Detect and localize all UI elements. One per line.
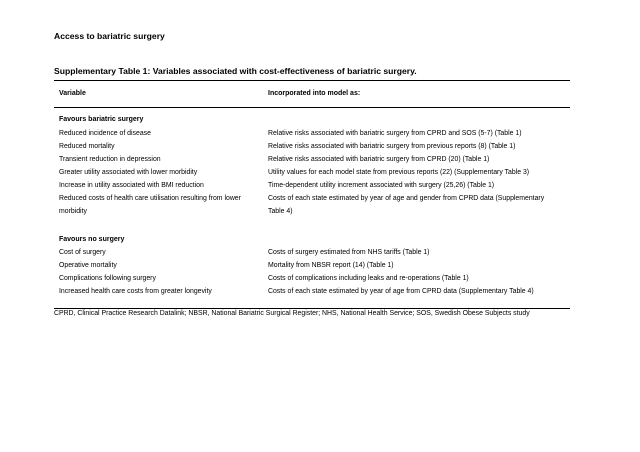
table-row-variable: Cost of surgery: [59, 249, 106, 256]
table-title: Supplementary Table 1: Variables associated with cost-effectiveness of bariatric surgery.: [54, 66, 417, 76]
table-row-incorporated: Costs of complications including leaks and re-operations (Table 1): [268, 275, 469, 282]
table-row-incorporated: Relative risks associated with bariatric surgery from CPRD (20) (Table 1): [268, 156, 490, 163]
table-row-variable: Reduced mortality: [59, 143, 115, 150]
table-row-incorporated: Mortality from NBSR report (14) (Table 1): [268, 262, 394, 269]
header-bottom-rule: [54, 107, 570, 108]
table-row-variable: Reduced incidence of disease: [59, 130, 151, 137]
table-row-variable: Increased health care costs from greater longevity: [59, 288, 212, 295]
table-row-variable: Operative mortality: [59, 262, 117, 269]
table-footnote: CPRD, Clinical Practice Research Datalink; NBSR, National Bariatric Surgical Register; NHS, National Health Service; SOS, Swedish Obese Subjects study: [54, 310, 530, 317]
table-row-variable: Complications following surgery: [59, 275, 156, 282]
table-row-incorporated: Utility values for each model state from previous reports (22) (Supplementary Table 3): [268, 169, 530, 176]
table-row-incorporated: Costs of each state estimated by year of age and gender from CPRD data (Supplementary Table 4): [268, 195, 545, 215]
table-row-incorporated: Time-dependent utility increment associated with surgery (25,26) (Table 1): [268, 182, 495, 189]
table-row-variable: Transient reduction in depression: [59, 156, 161, 163]
section-title-favours-surgery: Favours bariatric surgery: [59, 116, 144, 123]
table-row-incorporated: Costs of each state estimated by year of age from CPRD data (Supplementary Table 4): [268, 288, 534, 295]
table-top-rule: [54, 80, 570, 81]
document-heading: Access to bariatric surgery: [54, 31, 165, 41]
table-row-variable: Increase in utility associated with BMI reduction: [59, 182, 204, 189]
column-header-variable: Variable: [59, 90, 86, 97]
column-header-incorporated: Incorporated into model as:: [268, 90, 361, 97]
table-row-variable: Reduced costs of health care utilisation resulting from lower morbidity: [59, 195, 241, 215]
table-row-incorporated: Costs of surgery estimated from NHS tariffs (Table 1): [268, 249, 430, 256]
table-row-incorporated: Relative risks associated with bariatric surgery from CPRD and SOS (5-7) (Table 1): [268, 130, 522, 137]
section-title-favours-no-surgery: Favours no surgery: [59, 236, 125, 243]
table-row-incorporated: Relative risks associated with bariatric surgery from previous reports (8) (Table 1): [268, 143, 516, 150]
table-bottom-rule: [54, 308, 570, 309]
table-row-variable: Greater utility associated with lower morbidity: [59, 169, 198, 176]
